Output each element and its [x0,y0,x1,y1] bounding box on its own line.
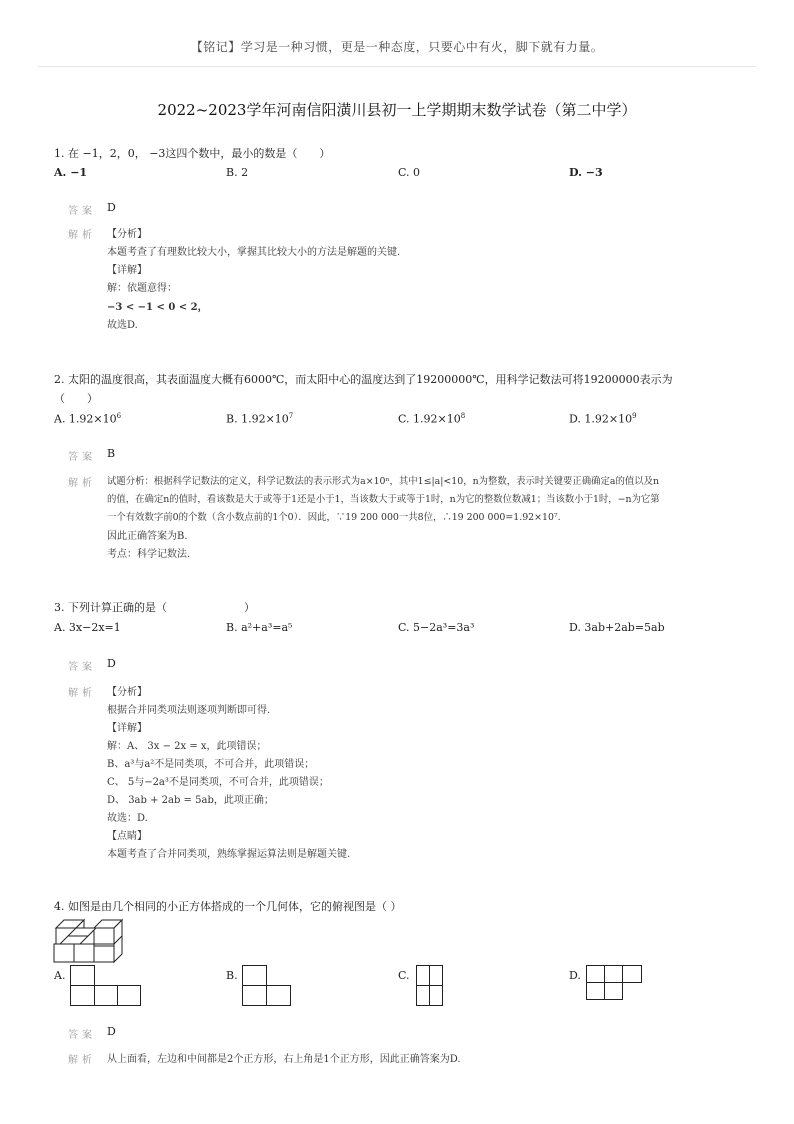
analysis-line: 因此正确答案为B. [107,531,188,542]
analysis-line: 【分析】 [107,229,147,240]
analysis-line: 考点：科学记数法. [107,549,191,560]
question-1-answer: D [107,201,116,214]
analysis-line: 的值，在确定n的值时，看该数是大于或等于1还是小于1，当该数大于或等于1时，n为它的整数位数减1；当该数小于1时，−n为它第 [107,494,660,505]
question-1-stem: 1. 在 −1，2，0， −3这四个数中，最小的数是（ ） [54,147,331,160]
question-4-answer: D [107,1025,116,1038]
analysis-line: D、 3ab + 2ab = 5ab，此项正确； [107,795,274,806]
question-1-analysis-label: 解析 [68,230,96,241]
question-3-answer-label: 答案 [68,662,96,673]
question-1-option-d: D. −3 [569,166,603,179]
analysis-line: 故选D. [107,320,138,331]
option-text: B. 1.92×10 [226,412,289,426]
header-divider [38,66,756,67]
analysis-line: 本题考查了合并同类项，熟练掌握运算法则是解题关键. [107,849,351,860]
question-3-option-c: C. 5−2a³=3a³ [398,621,475,634]
analysis-line: 从上面看，左边和中间都是2个正方形，右上角是1个正方形，因此正确答案为D. [107,1054,461,1065]
analysis-line: 故选：D. [107,813,148,824]
analysis-line: B、a³与a²不是同类项，不可合并，此项错误； [107,759,315,770]
question-4-option-c: C. [398,969,410,982]
analysis-line: 根据合并同类项法则逐项判断即可得. [107,705,271,716]
cube-figure [54,916,124,966]
question-3-option-b: B. a²+a³=a⁵ [226,621,293,634]
question-4-stem: 4. 如图是由几个相同的小正方体搭成的一个几何体，它的俯视图是（ ） [54,900,402,913]
analysis-line: 【分析】 [107,687,147,698]
analysis-line: C、 5与−2a³不是同类项，不可合并，此项错误； [107,777,329,788]
analysis-line: 本题考查了有理数比较大小，掌握其比较大小的方法是解题的关键. [107,247,401,258]
page-title: 2022~2023学年河南信阳潢川县初一上学期期末数学试卷（第二中学） [157,101,637,119]
analysis-line: 【详解】 [107,265,147,276]
top-view-option-b [242,965,292,1007]
analysis-line: 试题分析：根据科学记数法的定义，科学记数法的表示形式为a×10ⁿ，其中1≤|a|<10，n为整数，表示时关键要正确确定a的值以及n [107,476,659,487]
question-1-answer-label: 答案 [68,206,96,217]
question-2-stem: 2. 太阳的温度很高，其表面温度大概有6000℃，而太阳中心的温度达到了19200000℃，用科学记数法可将19200000表示为 [54,373,673,386]
top-view-option-c [416,965,444,1007]
question-3-stem: 3. 下列计算正确的是（ ） [54,601,255,614]
question-2-analysis-label: 解析 [68,478,96,489]
top-view-option-d [586,965,644,1003]
top-view-option-a [70,965,142,1007]
analysis-line: −3 < −1 < 0 < 2， [107,302,208,313]
question-2-option-b [226,412,293,426]
question-1-option-c: C. 0 [398,166,421,179]
question-4-option-a: A. [54,969,66,982]
question-1-option-a: A. −1 [54,166,88,179]
option-exponent: 9 [632,412,637,420]
question-2-answer: B [107,447,116,460]
option-text: A. 1.92×10 [54,412,117,426]
option-text: D. 1.92×10 [569,412,633,426]
option-exponent: 7 [288,412,294,420]
analysis-line: 【点睛】 [107,831,147,842]
question-2-option-a [54,412,121,426]
option-text: C. 1.92×10 [398,412,461,426]
question-3-analysis-label: 解析 [68,688,96,699]
question-3-option-a: A. 3x−2x=1 [54,621,121,634]
question-2-answer-label: 答案 [68,452,96,463]
question-2-option-c [398,412,465,426]
question-4-answer-label: 答案 [68,1030,96,1041]
question-2-option-d [569,412,637,426]
option-exponent: 8 [460,412,466,420]
analysis-line: 解：A、 3x − 2x = x，此项错误； [107,741,267,752]
question-4-analysis-label: 解析 [68,1055,96,1066]
question-3-answer: D [107,657,116,670]
question-3-option-d: D. 3ab+2ab=5ab [569,621,665,634]
option-exponent: 6 [116,412,122,420]
analysis-line: 【详解】 [107,723,147,734]
question-2-stem-cont: （ ） [54,392,98,405]
question-4-option-d: D. [569,969,581,982]
question-1-option-b: B. 2 [226,166,249,179]
question-4-option-b: B. [226,969,238,982]
motto: 【铭记】学习是一种习惯，更是一种态度，只要心中有火，脚下就有力量。 [190,40,604,54]
analysis-line: 解：依题意得： [107,283,177,294]
analysis-line: 一个有效数字前0的个数（含小数点前的1个0）．因此，∵19 200 000一共8位，∴19 200 000=1.92×10⁷. [107,512,561,523]
